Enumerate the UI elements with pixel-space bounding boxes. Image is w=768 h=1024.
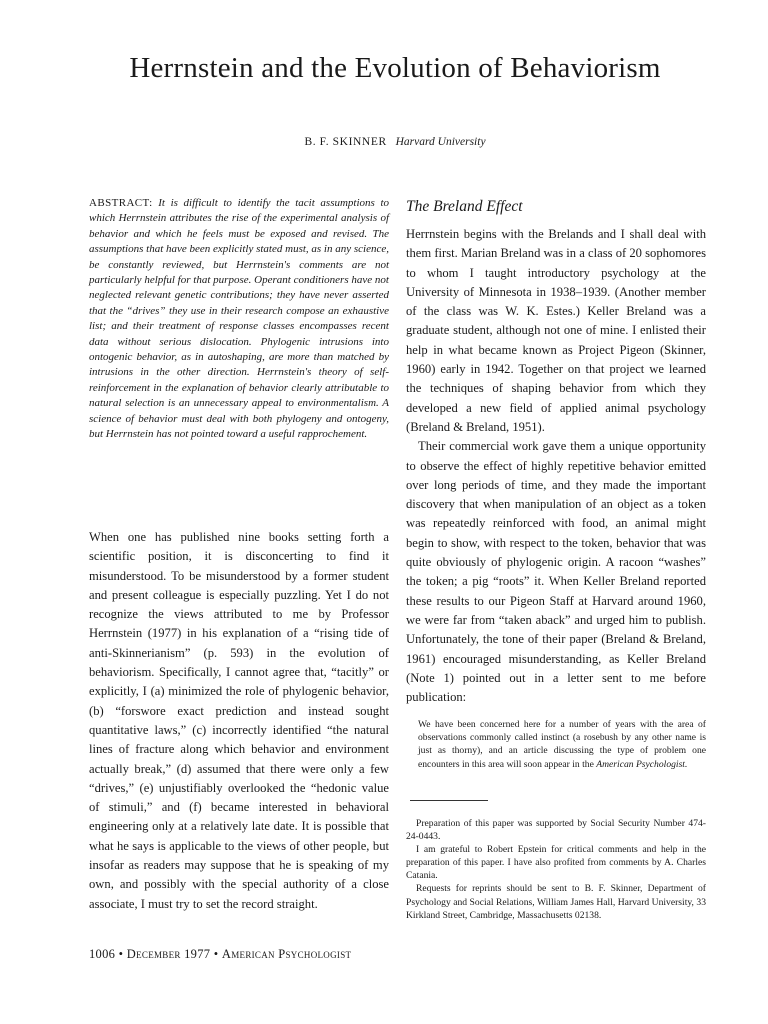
section-heading: The Breland Effect: [406, 198, 523, 215]
author-name: B. F. SKINNER: [304, 136, 387, 148]
footnote-divider: [410, 800, 488, 801]
footnote: Requests for reprints should be sent to B. F. Skinner, Department of Psychology and Social Relations, William James Hall, Harvard University, 33 Kirkland Street, Cambridge, Massachusetts 02138.: [406, 883, 706, 921]
page-number: 1006: [89, 947, 116, 961]
footnotes: [406, 817, 706, 922]
abstract: [89, 196, 389, 443]
block-quote: [418, 718, 706, 771]
body-paragraph: Herrnstein begins with the Brelands and I shall deal with them first. Marian Breland was in a class of 20 sophomores to whom I taught introductory psychology at the University of Minnesota in 1938–1939. (Another member of the class was W. K. Estes.) Keller Breland was a graduate student, although not one of mine. I enlisted their help in what became known as Project Pigeon (Skinner, 1960) early in 1942. Together on that project we learned the techniques of shaping behavior from which they developed a new field of applied animal psychology (Breland & Breland, 1951).: [406, 227, 706, 434]
journal-name: American Psychologist: [221, 947, 352, 961]
footnote: I am grateful to Robert Epstein for critical comments and help in the preparation of this paper. I have also profited from comments by A. Charles Catania.: [406, 844, 706, 882]
block-quote-text: We have been concerned here for a number of years with the area of observations commonly called instinct (a rosebush by any other name is just as thorny), and an article discussing the type of problem one encounters in this area will soon appear in the: [418, 719, 706, 770]
body-paragraph: Their commercial work gave them a unique opportunity to observe the effect of highly repetitive behavior emitted over long periods of time, and they made the important discovery that when manipulation of an object as a token was repeatedly reinforced with food, an animal might begin to show, with respect to the token, behavior that was quite obviously of phylogenic origin. A racoon “washes” the token; a pig “roots” it. When Keller Breland reported these results to our Pigeon Staff at Harvard around 1960, we were far from “taken aback” and urged him to publish. Unfortunately, the tone of their paper (Breland & Breland, 1961) encouraged misunderstanding, as Keller Breland (Note 1) pointed out in a letter sent to me before publication:: [406, 439, 706, 705]
footnote: Preparation of this paper was supported by Social Security Number 474-24-0443.: [406, 818, 706, 843]
footer-separator: •: [118, 947, 124, 961]
byline: [0, 134, 768, 150]
block-quote-journal: American Psychologist.: [596, 758, 688, 770]
page-footer: [89, 946, 351, 962]
footer-separator: •: [213, 947, 219, 961]
abstract-label: ABSTRACT:: [89, 197, 153, 209]
abstract-text: It is difficult to identify the tacit assumptions to which Herrnstein attributes the rise of the experimental analysis of behavior and which he feels must be exposed and revised. The assumptions that have been explicitly stated must, as in any science, be constantly reviewed, but Herrnstein's comments are not particularly helpful for that purpose. Operant conditioners have not neglected relevant genetic contributions; they have never asserted that the “drives” they use in their research compose an exhaustive list; and their treatment of response classes encompasses recent data without serious dislocation. Phylogenic intrusions into ontogenic behavior, as in autoshaping, are more than matched by intrusions in the other direction. Herrnstein's theory of self-reinforcement in the explanation of behavior clearly attributable to natural selection is an unnecessary appeal to environmentalism. A science of behavior must deal with both phylogeny and ontogeny, but Herrnstein has not pointed toward a useful rapprochement.: [89, 197, 390, 441]
page-title: Herrnstein and the Evolution of Behaviorism: [129, 52, 661, 84]
author-affiliation: Harvard University: [395, 136, 486, 148]
body-paragraph-intro: When one has published nine books setting forth a scientific position, it is disconcerting to find it misunderstood. To be misunderstood by a former student and present colleague is especially puzzling. Yet I do not recognize the views attributed to me by Professor Herrnstein (1977) in his explanation of a “rising tide of anti-Skinnerianism” (p. 593) in the evolution of behaviorism. Specifically, I cannot agree that, “tacitly” or explicitly, I (a) minimized the role of phylogenic behavior, (b) “forswore exact prediction and instead sought quantitative laws,” (c) incorrectly identified “the natural lines of fracture along which behavior and environment actually break,” (d) assumed that there were only a few “drives,” (e) unjustifiably overlooked the “hedonic value of stimuli,” and (f) became interested in behavioral engineering only at a relatively late date. It is possible that what he says is applicable to the views of other people, but insofar as readers may suppose that he is speaking of my own, and possibly with the special authority of a close associate, I must try to set the record straight.: [89, 530, 389, 911]
right-column-body: [406, 225, 706, 707]
issue-date: December 1977: [126, 947, 211, 961]
